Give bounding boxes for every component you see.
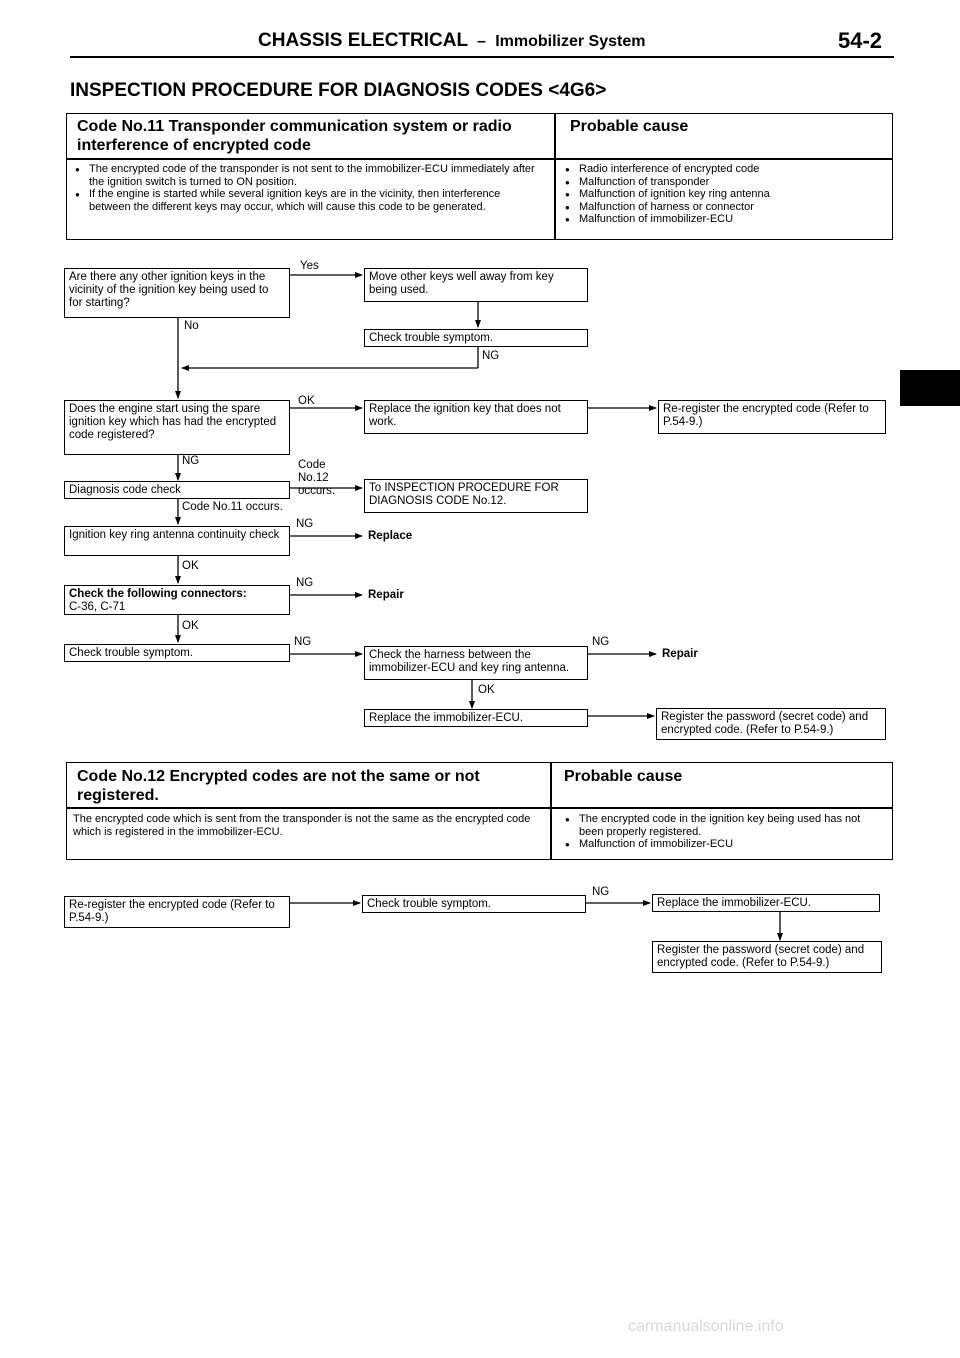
code12-header-rule (67, 807, 892, 809)
code12-probable-title: Probable cause (564, 768, 683, 785)
code11-title: Code No.11 Transponder communication system or radio interference of encrypted code (77, 118, 512, 154)
code11-desc-item: ● The encrypted code of the transponder is not sent to the immobilizer-ECU immediately after the ignition switch is turned to ON position. (89, 163, 541, 188)
connectors-box (64, 585, 290, 615)
repair-action-1: Repair (368, 589, 404, 601)
label-code12-occurs: Code No.12 occurs. (298, 459, 336, 497)
header-dash: – (477, 33, 486, 50)
check-harness-box: Check the harness between the immobilizer-ECU and key ring antenna. (364, 646, 588, 680)
check-symptom-box-3: Check trouble symptom. (362, 895, 586, 913)
label-ng: NG (592, 636, 610, 648)
label-ng: NG (296, 577, 314, 589)
code12-divider (550, 763, 552, 859)
code12-title: Code No.12 Encrypted codes are not the same or not registered. (77, 768, 480, 804)
page-number: 54-2 (838, 28, 883, 53)
repair-action-2: Repair (662, 648, 698, 660)
label-yes: Yes (300, 260, 319, 272)
code12-description: The encrypted code which is sent from the transponder is not the same as the encrypted code which is registered in the immobilizer-ECU. (73, 813, 531, 838)
watermark: carmanualsonline.info (628, 1318, 784, 1335)
connectors-list: C-36, C-71 (69, 601, 126, 613)
question-spare-key-box: Does the engine start using the spare ignition key which has had the encrypted code registered? (64, 400, 290, 455)
page-title: INSPECTION PROCEDURE FOR DIAGNOSIS CODES <4G6> (70, 80, 607, 101)
register-password-box-1: Register the password (secret code) and encrypted code. (Refer to P.54-9.) (656, 708, 886, 740)
code12-cause-item: ● Malfunction of immobilizer-ECU (579, 838, 883, 851)
code12-cause-list (563, 813, 883, 851)
code11-desc-item: ● If the engine is started while several ignition keys are in the vicinity, then interference between the different keys may occur, which will cause this code to be generated. (89, 188, 541, 213)
check-symptom-box-2: Check trouble symptom. (64, 644, 290, 662)
move-keys-box: Move other keys well away from key being used. (364, 268, 588, 302)
reregister-box-2: Re-register the encrypted code (Refer to P.54-9.) (64, 896, 290, 928)
replace-key-box: Replace the ignition key that does not work. (364, 400, 588, 434)
reregister-box-1: Re-register the encrypted code (Refer to P.54-9.) (658, 400, 886, 434)
label-ok: OK (298, 395, 315, 407)
label-ng: NG (482, 350, 500, 362)
question-other-keys-box: Are there any other ignition keys in the vicinity of the ignition key being used to for starting? (64, 268, 290, 318)
code11-cause-item: ● Malfunction of harness or connector (579, 201, 883, 214)
label-no: No (184, 320, 199, 332)
diagnosis-check-box: Diagnosis code check (64, 481, 290, 499)
label-ok: OK (182, 560, 199, 572)
check-symptom-box-1: Check trouble symptom. (364, 329, 588, 347)
label-ng: NG (294, 636, 312, 648)
label-ng: NG (182, 455, 200, 467)
label-ok: OK (478, 684, 495, 696)
code12-table (66, 762, 893, 860)
header-subsection: Immobilizer System (495, 33, 646, 50)
code11-cause-item: ● Malfunction of immobilizer-ECU (579, 213, 883, 226)
label-code11-occurs: Code No.11 occurs. (182, 501, 283, 513)
code11-cause-item: ● Radio interference of encrypted code (579, 163, 883, 176)
to-procedure-12-box: To INSPECTION PROCEDURE FOR DIAGNOSIS CODE No.12. (364, 479, 588, 513)
code11-probable-title: Probable cause (570, 118, 689, 135)
connectors-title: Check the following connectors: (69, 588, 247, 600)
code11-cause-item: ● Malfunction of ignition key ring antenna (579, 188, 883, 201)
header-section: CHASSIS ELECTRICAL (258, 30, 468, 51)
label-ok: OK (182, 620, 199, 632)
replace-ecu-box-2: Replace the immobilizer-ECU. (652, 894, 880, 912)
antenna-check-box: Ignition key ring antenna continuity check (64, 526, 290, 556)
replace-ecu-box: Replace the immobilizer-ECU. (364, 709, 588, 727)
code11-cause-item: ● Malfunction of transponder (579, 176, 883, 189)
register-password-box-2: Register the password (secret code) and encrypted code. (Refer to P.54-9.) (652, 941, 882, 973)
label-ng: NG (296, 518, 314, 530)
replace-action: Replace (368, 530, 413, 542)
label-ng: NG (592, 886, 610, 898)
code12-cause-item: ● The encrypted code in the ignition key being used has not been properly registered. (579, 813, 883, 838)
